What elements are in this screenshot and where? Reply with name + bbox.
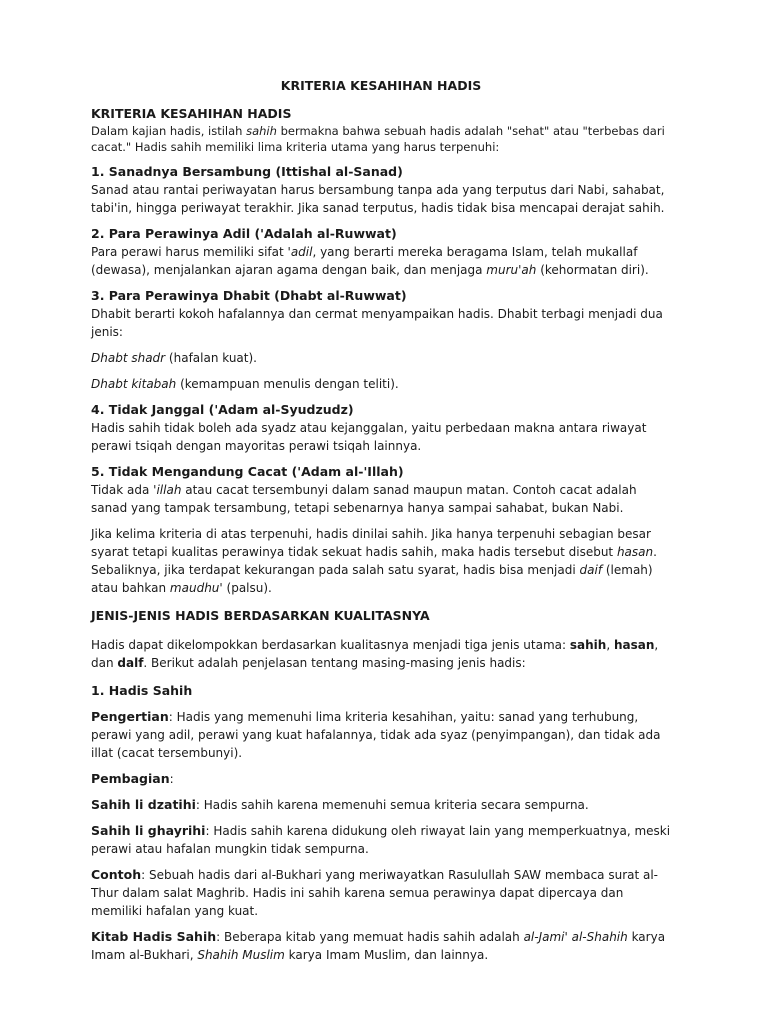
criterion-3-item-1 (91, 349, 671, 367)
conclusion-paragraph (91, 525, 671, 597)
criterion-3-item-1-em: Dhabt shadr (91, 351, 166, 365)
criterion-5-a: Tidak ada (91, 483, 154, 497)
criterion-2-text (91, 243, 671, 279)
kitab-a: : Beberapa kitab yang memuat hadis sahih adalah (216, 930, 524, 944)
section-2-heading: JENIS-JENIS HADIS BERDASARKAN KUALITASNYA (91, 608, 430, 623)
conclusion-a: Jika kelima kriteria di atas terpenuhi, hadis dinilai sahih. Jika hanya terpenuhi sebagian besar syarat tetapi kualitas perawinya tidak sekuat hadis sahih, maka hadis tersebut disebut (91, 527, 651, 559)
conclusion-em-hasan: hasan (616, 545, 654, 559)
pembagian-paragraph (91, 770, 671, 788)
kitab-paragraph (91, 928, 671, 964)
conclusion-c: (lemah) atau bahkan (91, 563, 653, 595)
criterion-3-text: Dhabit berarti kokoh hafalannya dan cermat menyampaikan hadis. Dhabit terbagi menjadi dua jenis: (91, 307, 663, 339)
hadis-sahih-heading: 1. Hadis Sahih (91, 683, 193, 698)
section-2-intro-b: . Berikut adalah penjelasan tentang masing-masing jenis hadis: (143, 656, 526, 670)
criterion-1-heading: 1. Sanadnya Bersambung (Ittishal al-Sanad) (91, 164, 403, 179)
type-dalf: dalf (117, 656, 144, 670)
conclusion-em-maudhu: maudhu' (169, 581, 223, 595)
pengertian-label: Pengertian (91, 709, 169, 724)
type-sahih: sahih (569, 638, 607, 652)
intro-text-a: Dalam kajian hadis, istilah (91, 124, 247, 138)
pembagian-label: Pembagian (91, 771, 170, 786)
criterion-1-text: Sanad atau rantai periwayatan harus bersambung tanpa ada yang terputus dari Nabi, sahabat, tabi'in, hingga periwayat terakhir. Jika sanad terputus, hadis tidak bisa mencapai derajat sahih. (91, 183, 665, 215)
section-2-intro-a: Hadis dapat dikelompokkan berdasarkan kualitasnya menjadi tiga jenis utama: (91, 638, 570, 652)
pengertian-paragraph (91, 708, 671, 762)
kitab-b: karya Imam al-Bukhari, (91, 930, 666, 962)
criterion-5-heading: 5. Tidak Mengandung Cacat ('Adam al-'Illah) (91, 464, 404, 479)
lidzatihi-text: : Hadis sahih karena memenuhi semua kriteria secara sempurna. (195, 798, 589, 812)
criterion-2-a: Para perawi harus memiliki sifat (91, 245, 288, 259)
type-hasan: hasan (613, 638, 655, 652)
conclusion-b: . Sebaliknya, jika terdapat kekurangan pada salah satu syarat, hadis bisa menjadi (91, 545, 657, 577)
contoh-label: Contoh (91, 867, 142, 882)
criterion-3-item-2-em: Dhabt kitabah (91, 377, 177, 391)
criterion-3-heading: 3. Para Perawinya Dhabit (Dhabt al-Ruwwat) (91, 288, 407, 303)
lighayrihi-text: : Hadis sahih karena didukung oleh riwayat lain yang memperkuatnya, meski perawi atau hafalan mungkin tidak sempurna. (91, 824, 671, 856)
criterion-5-em: 'illah (153, 483, 182, 497)
sep-1: , (606, 638, 614, 652)
pembagian-colon: : (169, 772, 174, 786)
criterion-3-item-2-text: (kemampuan menulis dengan teliti). (176, 377, 399, 391)
kitab-em-jami: al-Jami' al-Shahih (523, 930, 628, 944)
conclusion-em-daif: daif (579, 563, 603, 577)
sep-2: , dan (91, 638, 659, 670)
criterion-4-heading: 4. Tidak Janggal ('Adam al-Syudzudz) (91, 402, 354, 417)
document-body (91, 78, 671, 972)
criterion-3-item-2 (91, 375, 671, 393)
kitab-label: Kitab Hadis Sahih (91, 929, 217, 944)
criterion-2-em-a: 'adil (287, 245, 313, 259)
criterion-2-em-b: muru'ah (486, 263, 537, 277)
criterion-5-b: atau cacat tersembunyi dalam sanad maupun matan. Contoh cacat adalah sanad yang tampak tersambung, tetapi sebenarnya hanya sampai sahabat, bukan Nabi. (91, 483, 637, 515)
conclusion-d: (palsu). (222, 581, 272, 595)
intro-text-b: bermakna bahwa sebuah hadis adalah "sehat" atau "terbebas dari cacat." Hadis sahih memiliki lima kriteria utama yang harus terpenuhi: (91, 124, 665, 154)
criterion-3-item-1-text: (hafalan kuat). (165, 351, 257, 365)
section-heading: KRITERIA KESAHIHAN HADIS (91, 106, 292, 121)
kitab-c: karya Imam Muslim, dan lainnya. (284, 948, 489, 962)
intro-em: sahih (246, 124, 277, 138)
criterion-5-text (91, 481, 671, 517)
criterion-2-c: (kehormatan diri). (536, 263, 649, 277)
criterion-4-text: Hadis sahih tidak boleh ada syadz atau kejanggalan, yaitu perbedaan makna antara riwayat perawi tsiqah dengan mayoritas perawi tsiqah lainnya. (91, 421, 647, 453)
kitab-em-muslim: Shahih Muslim (197, 948, 285, 962)
intro-paragraph (91, 123, 671, 155)
contoh-text: : Sebuah hadis dari al-Bukhari yang meriwayatkan Rasulullah SAW membaca surat al-Thur dalam salat Maghrib. Hadis ini sahih karena semua perawinya dapat dipercaya dan memiliki hafalan yang kuat. (91, 868, 659, 918)
contoh-paragraph (91, 866, 671, 920)
pengertian-text: : Hadis yang memenuhi lima kriteria kesahihan, yaitu: sanad yang terhubung, perawi yang adil, perawi yang kuat hafalannya, tidak ada syaz (penyimpangan), dan tidak ada illat (cacat tersembunyi). (91, 710, 661, 760)
document-title: KRITERIA KESAHIHAN HADIS (280, 78, 482, 93)
criterion-2-heading: 2. Para Perawinya Adil ('Adalah al-Ruwwat) (91, 226, 397, 241)
lidzatihi-paragraph (91, 796, 671, 814)
lighayrihi-label: Sahih li ghayrihi (91, 823, 206, 838)
lidzatihi-label: Sahih li dzatihi (91, 797, 196, 812)
lighayrihi-paragraph (91, 822, 671, 858)
section-2-intro (91, 636, 671, 672)
criterion-2-b: , yang berarti mereka beragama Islam, telah mukallaf (dewasa), menjalankan ajaran agama dengan baik, dan menjaga (91, 245, 638, 277)
